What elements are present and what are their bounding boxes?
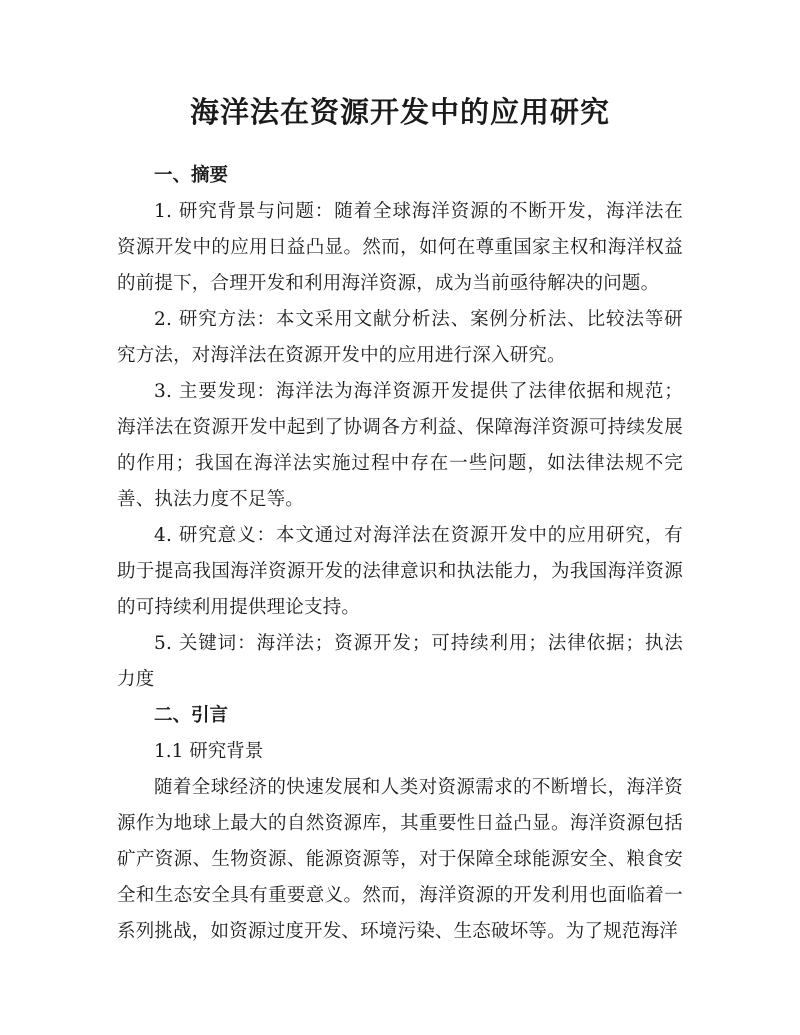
- section-heading-introduction: 二、引言: [154, 705, 229, 726]
- abstract-item-method: 2. 研究方法：本文采用文献分析法、案例分析法、比较法等研究方法，对海洋法在资源开发中的应用进行深入研究。: [117, 309, 683, 366]
- document-title: 海洋法在资源开发中的应用研究: [189, 95, 610, 129]
- section-heading-abstract: 一、摘要: [154, 165, 229, 186]
- subsection-heading-background: 1.1 研究背景: [154, 741, 264, 762]
- abstract-item-background: 1. 研究背景与问题：随着全球海洋资源的不断开发，海洋法在资源开发中的应用日益凸显。然而，如何在尊重国家主权和海洋权益的前提下，合理开发和利用海洋资源，成为当前亟待解决的问题。: [117, 201, 683, 294]
- abstract-item-keywords: 5. 关键词：海洋法；资源开发；可持续利用；法律依据；执法力度: [117, 633, 683, 690]
- abstract-item-significance: 4. 研究意义：本文通过对海洋法在资源开发中的应用研究，有助于提高我国海洋资源开发的法律意识和执法能力，为我国海洋资源的可持续利用提供理论支持。: [117, 525, 683, 618]
- introduction-paragraph: 随着全球经济的快速发展和人类对资源需求的不断增长，海洋资源作为地球上最大的自然资源库，其重要性日益凸显。海洋资源包括矿产资源、生物资源、能源资源等，对于保障全球能源安全、粮食安全和生态安全具有重要意义。然而，海洋资源的开发利用也面临着一系列挑战，如资源过度开发、环境污染、生态破坏等。为了规范海洋: [117, 777, 683, 942]
- abstract-item-findings: 3. 主要发现：海洋法为海洋资源开发提供了法律依据和规范；海洋法在资源开发中起到了协调各方利益、保障海洋资源可持续发展的作用；我国在海洋法实施过程中存在一些问题，如法律法规不完善、执法力度不足等。: [117, 381, 683, 510]
